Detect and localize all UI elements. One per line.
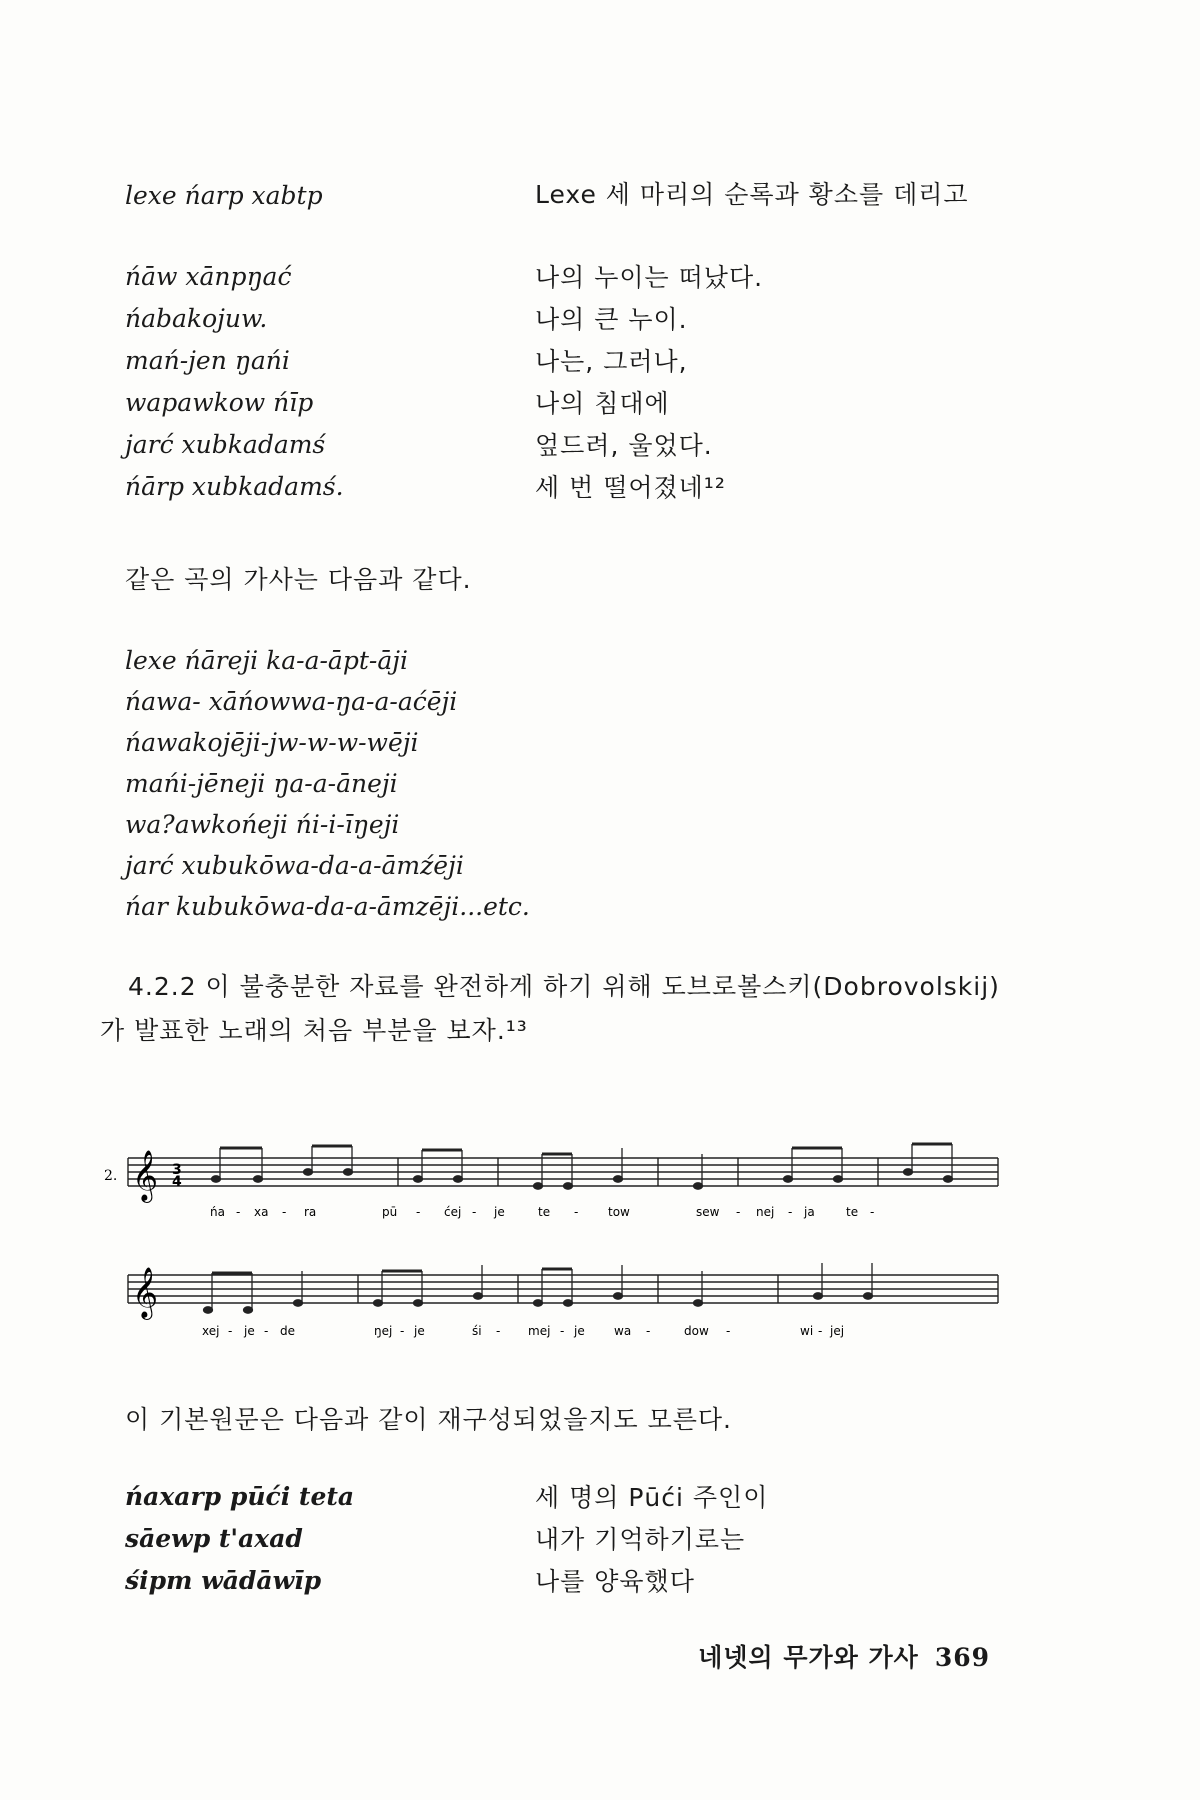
translation-block-2 [125,1475,1025,1601]
translation-row [125,423,1025,465]
transliteration-line: jarć xubkadamś [125,429,326,459]
score-syllable: - [736,1205,741,1219]
section-paragraph: 4.2.2 이 불충분한 자료를 완전하게 하기 위해 도브로볼스키(Dobrovolskij)가 발표한 노래의 처음 부분을 보자.¹³ [100,972,1000,1045]
score-syllable: pū [382,1205,398,1219]
music-score-line-1 [98,1128,1028,1238]
example-number: 2. [104,1168,118,1184]
score-syllable: je [414,1324,425,1338]
transliteration-line: śipm wādāwīp [125,1565,322,1595]
score-syllable: - [574,1205,579,1219]
music-score-line-2 [98,1245,1028,1355]
translation-row [125,339,1025,381]
staff-1 [98,1128,1028,1238]
score-syllable: - [236,1205,241,1219]
transliteration-line: sāewp t'axad [125,1523,303,1553]
translation-row [125,1475,1025,1517]
score-syllable: - [472,1205,477,1219]
score-syllable: - [646,1324,651,1338]
score-syllable: - [726,1324,731,1338]
transliteration-line: ńārp xubkadamś. [125,471,344,501]
score-syllable: ćej [444,1205,462,1219]
translation-row [125,465,1025,507]
lyric-line: wa?awkońeji ńi-i-īŋeji [125,810,400,839]
score-syllable: - [818,1324,823,1338]
score-syllable: ja [804,1205,815,1219]
translation-row [125,1517,1025,1559]
korean-translation: 세 명의 Pūći 주인이 [535,1483,769,1512]
score-syllable: mej [528,1324,551,1338]
transliteration-line: wapawkow ńīp [125,387,314,417]
score-syllable: xej [202,1324,220,1338]
score-syllable: sew [696,1205,720,1219]
reconstruction-paragraph: 이 기본원문은 다음과 같이 재구성되었을지도 모른다. [125,1405,732,1434]
lyric-line: ńar kubukōwa-da-a-āmzēji...etc. [125,892,530,921]
translation-row [125,1559,1025,1601]
lyric-line: ńawa- xāńowwa-ŋa-a-aćēji [125,687,458,716]
staff-2 [98,1245,1028,1355]
translation-row [125,297,1025,339]
korean-translation: 엎드려, 울었다. [535,431,713,460]
korean-translation: 나의 침대에 [535,389,670,418]
score-syllable: - [870,1205,875,1219]
score-syllable: te [846,1205,859,1219]
lyric-line: lexe ńāreji ka-a-āpt-āji [125,646,408,675]
running-title: 네넷의 무가와 가사 [698,1643,919,1672]
score-syllable: - [788,1205,793,1219]
korean-translation: 내가 기억하기로는 [535,1525,746,1554]
score-syllable: ńa [210,1205,225,1219]
score-syllable: - [400,1324,405,1338]
score-syllable: tow [608,1205,630,1219]
korean-translation: 나를 양육했다 [535,1567,695,1596]
lyric-line: ńawakojēji-jw-w-w-wēji [125,728,419,757]
score-syllable: - [416,1205,421,1219]
meter-icon: 4 [172,1174,182,1190]
translation-row [125,255,1025,297]
score-syllable: ra [304,1205,317,1219]
score-syllable: wi [800,1324,814,1338]
score-syllable: jej [830,1324,845,1338]
treble-clef-icon: 𝄞 [132,1267,159,1318]
korean-translation: 나는, 그러나, [535,347,688,376]
intro-paragraph: 같은 곡의 가사는 다음과 같다. [125,565,472,594]
translation-row [125,175,1025,255]
lyric-line: jarć xubukōwa-da-a-āmźēji [125,851,464,880]
score-syllable: je [244,1324,255,1338]
score-syllable: je [574,1324,585,1338]
score-syllable: de [280,1324,295,1338]
score-syllable: wa [614,1324,632,1338]
korean-translation: 나의 누이는 떠났다. [535,263,764,292]
score-syllable: - [282,1205,287,1219]
korean-translation: 나의 큰 누이. [535,305,688,334]
page-footer [698,1638,990,1674]
transliteration-line: lexe ńarp xabtp [125,181,323,210]
score-syllable: - [264,1324,269,1338]
transliteration-line: ńabakojuw. [125,303,268,333]
transliteration-line: ńāw xānpŋać [125,261,292,291]
translation-row [125,381,1025,423]
score-syllable: xa [254,1205,269,1219]
treble-clef-icon: 𝄞 [132,1150,159,1201]
lyric-line: mańi-jēneji ŋa-a-āneji [125,769,398,798]
score-syllable: - [496,1324,501,1338]
score-syllable: - [560,1324,565,1338]
score-syllable: śi [472,1324,482,1338]
score-syllable: - [228,1324,233,1338]
score-syllable: dow [684,1324,709,1338]
score-syllable: ŋej [374,1324,393,1338]
translation-block-1 [125,175,1025,507]
meter-icon: 3 [172,1162,182,1178]
score-syllable: je [494,1205,505,1219]
page-number: 369 [934,1643,990,1672]
transliteration-line: mań-jen ŋańi [125,345,290,375]
score-syllable: te [538,1205,551,1219]
korean-translation: 세 번 떨어졌네¹² [535,473,726,502]
lyrics-block [125,640,530,927]
transliteration-line: ńaxarp pūći teta [125,1481,355,1511]
score-syllable: nej [756,1205,775,1219]
korean-translation: Lexe 세 마리의 순록과 황소를 데리고 [535,180,969,209]
